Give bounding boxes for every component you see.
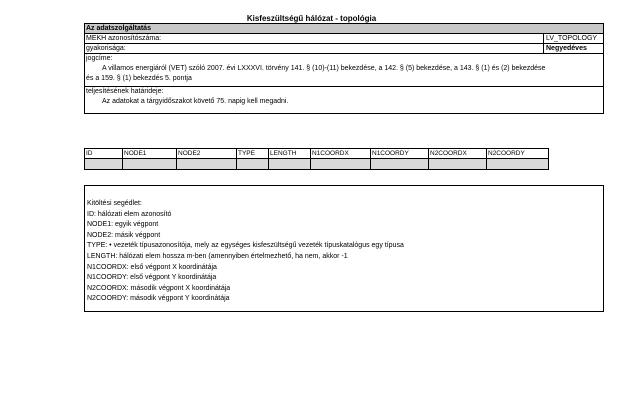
help-title: Kitöltési segédlet: [87, 200, 142, 207]
data-cell[interactable] [487, 159, 549, 170]
data-cell[interactable] [123, 159, 177, 170]
info-value-id[interactable]: LV_TOPOLOGY [543, 34, 603, 43]
info-row-frequency [85, 44, 603, 54]
data-cell[interactable] [85, 159, 123, 170]
info-label-id: MEKH azonosítószáma: [86, 35, 162, 42]
data-cell[interactable] [311, 159, 371, 170]
info-row-id [85, 34, 603, 44]
help-line: N2COORDY: második végpont Y koordinátája [87, 295, 230, 303]
help-line: NODE1: egyik végpont [87, 221, 159, 229]
column-header: ID [85, 149, 123, 159]
column-header: NODE2 [177, 149, 237, 159]
help-box [84, 185, 604, 312]
page-title: Kisfeszültségű hálózat - topológia [246, 14, 377, 23]
column-header: N1COORDX [311, 149, 371, 159]
help-line: TYPE: • vezeték típusazonosítója, mely az egységes kisfeszültségű vezeték típuskatalógus egy típusa [87, 242, 404, 250]
legal-label: jogcíme: [86, 55, 113, 62]
column-header-row [85, 149, 549, 159]
info-table [84, 23, 604, 114]
column-header: N2COORDY [487, 149, 549, 159]
info-header: Az adatszolgáltatás [85, 24, 603, 34]
legal-text-1: A villamos energiáról (VET) szóló 2007. évi LXXXVI. törvény 141. § (10)-(11) bekezdése, a 142. § (5) bekezdése, a 143. § (1) és (2) bekezdése [102, 65, 546, 72]
help-line: NODE2: másik végpont [87, 231, 161, 239]
data-cell[interactable] [371, 159, 429, 170]
column-header: LENGTH [269, 149, 311, 159]
info-label-frequency: gyakorisága: [86, 45, 126, 52]
deadline-label: teljesítésének határideje: [86, 88, 164, 95]
data-cell[interactable] [177, 159, 237, 170]
help-line: LENGTH: hálózati elem hossza m-ben (amennyiben értelmezhető, ha nem, akkor -1 [87, 252, 348, 260]
data-cell[interactable] [429, 159, 487, 170]
column-header: TYPE [237, 149, 269, 159]
column-header: N1COORDY [371, 149, 429, 159]
column-header: NODE1 [123, 149, 177, 159]
data-cell[interactable] [269, 159, 311, 170]
help-line: N1COORDX: első végpont X koordinátája [87, 263, 217, 271]
legal-text-2: és a 159. § (1) bekezdés 5. pontja [86, 75, 192, 82]
help-line: ID: hálózati elem azonosító [87, 210, 172, 218]
deadline-text: Az adatokat a tárgyidőszakot követő 75. napig kell megadni. [102, 98, 289, 105]
help-line: N1COORDY: első végpont Y koordinátája [87, 274, 217, 282]
data-cell[interactable] [237, 159, 269, 170]
info-legal [85, 54, 603, 87]
empty-data-row [85, 159, 549, 170]
info-deadline [85, 87, 603, 113]
help-line: N2COORDX: második végpont X koordinátája [87, 284, 231, 292]
column-header: N2COORDX [429, 149, 487, 159]
column-header-table [84, 148, 549, 170]
info-value-frequency[interactable]: Negyedéves [543, 44, 603, 53]
